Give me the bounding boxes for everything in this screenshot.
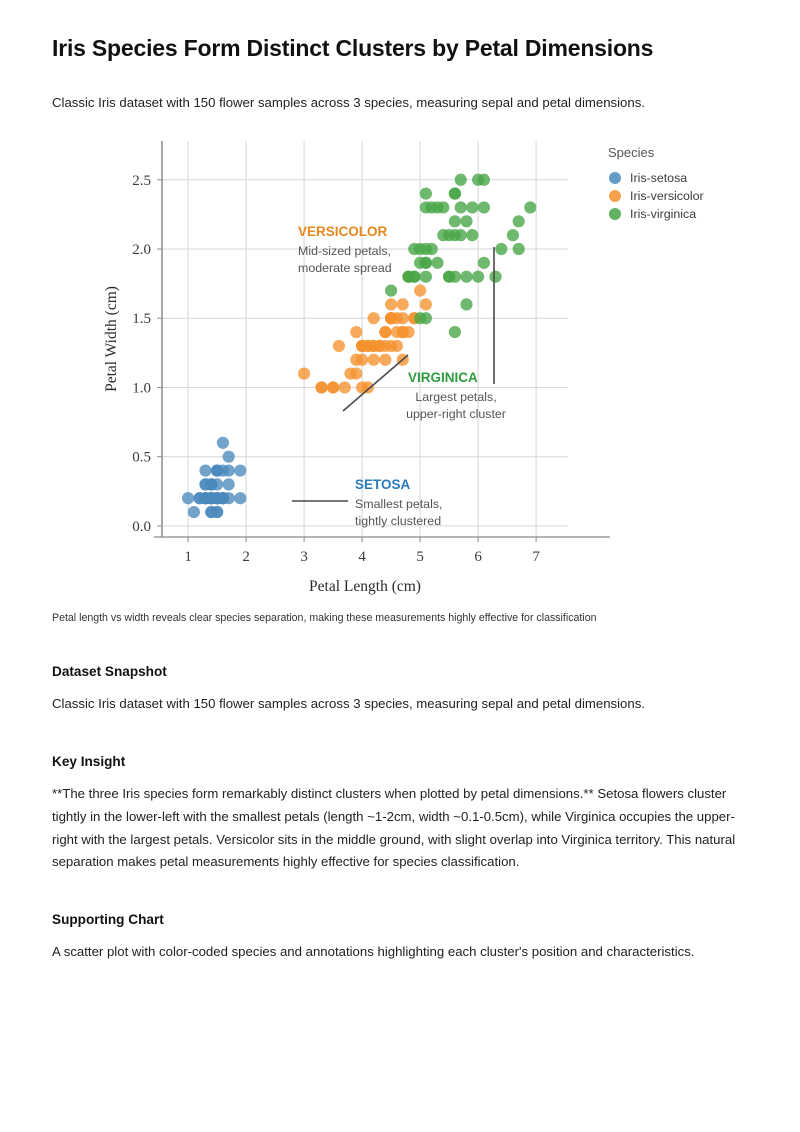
iris-scatter-chart: [52, 129, 748, 609]
legend-swatch: [609, 172, 621, 184]
x-tick-label: 6: [474, 548, 482, 565]
data-point: [373, 339, 385, 351]
data-point: [495, 242, 507, 254]
data-point: [420, 312, 432, 324]
annotation-line: tightly clustered: [355, 513, 442, 528]
annotation-line: upper-right cluster: [406, 406, 506, 421]
data-point: [234, 464, 246, 476]
data-point: [524, 201, 536, 213]
chart-canvas: [52, 129, 748, 609]
legend-swatch: [609, 208, 621, 220]
data-point: [420, 270, 432, 282]
data-point: [513, 242, 525, 254]
data-point: [199, 464, 211, 476]
legend-label: Iris-versicolor: [630, 188, 704, 203]
data-point: [449, 326, 461, 338]
data-point: [466, 229, 478, 241]
annotation-line: moderate spread: [298, 260, 392, 275]
x-tick-label: 5: [416, 548, 424, 565]
x-tick-label: 3: [300, 548, 308, 565]
annotation-line: Largest petals,: [415, 389, 497, 404]
section-body: **The three Iris species form remarkably distinct clusters when plotted by petal dimensions.** Setosa flowers cluster tightly in the lower-left with the smallest petals (length ~1-2cm, width ~0.1-0.5cm), while Virginica occupies the upper-right with the largest petals. Versicolor sits in the middle ground, with slight overlap into Virginica territory. This natural separation makes petal measurements highly effective for species classification.: [52, 786, 736, 870]
x-tick-label: 7: [532, 548, 540, 565]
data-point: [368, 353, 380, 365]
page-subtitle: Classic Iris dataset with 150 flower samples across 3 species, measuring sepal and petal dimensions.: [52, 94, 645, 110]
data-point: [460, 270, 472, 282]
data-point: [391, 326, 403, 338]
data-point: [449, 229, 461, 241]
data-point: [379, 326, 391, 338]
data-point: [414, 284, 426, 296]
data-point: [426, 242, 438, 254]
legend-item-iris-versicolor[interactable]: [609, 189, 704, 203]
annotation-line: Mid-sized petals,: [298, 243, 391, 258]
data-point: [205, 478, 217, 490]
y-tick-label: 0.5: [132, 449, 151, 466]
data-point: [402, 326, 414, 338]
data-point: [443, 270, 455, 282]
data-point: [478, 256, 490, 268]
data-point: [449, 215, 461, 227]
data-point: [408, 242, 420, 254]
data-point: [489, 270, 501, 282]
data-point: [234, 492, 246, 504]
data-point: [205, 492, 217, 504]
data-point: [437, 229, 449, 241]
chart-caption: Petal length vs width reveals clear species separation, making these measurements highly effective for classification: [52, 611, 597, 624]
section-dataset-snapshot: [52, 664, 748, 716]
data-point: [339, 381, 351, 393]
section-key-insight: [52, 754, 748, 874]
data-point: [478, 173, 490, 185]
y-axis-title: Petal Width (cm): [103, 285, 120, 392]
data-point: [397, 298, 409, 310]
data-point: [478, 201, 490, 213]
data-point: [414, 256, 426, 268]
annotation-virginica: [406, 370, 506, 421]
annotation-label: VERSICOLOR: [298, 223, 388, 239]
data-point: [188, 506, 200, 518]
data-point: [472, 270, 484, 282]
x-axis-title: Petal Length (cm): [309, 577, 421, 595]
data-point: [379, 353, 391, 365]
y-tick-label: 1.5: [132, 310, 151, 327]
data-point: [211, 464, 223, 476]
section-title: Supporting Chart: [52, 911, 164, 927]
x-tick-label: 1: [184, 548, 192, 565]
data-point: [333, 339, 345, 351]
data-point: [385, 298, 397, 310]
data-point: [368, 312, 380, 324]
data-point: [356, 353, 368, 365]
series-iris-virginica: [385, 173, 536, 338]
data-point: [460, 215, 472, 227]
y-tick-label: 1.0: [132, 380, 151, 397]
data-point: [327, 381, 339, 393]
legend-item-iris-virginica[interactable]: [609, 207, 696, 221]
data-point: [420, 187, 432, 199]
data-point: [437, 201, 449, 213]
data-point: [385, 284, 397, 296]
data-point: [391, 339, 403, 351]
legend-label: Iris-setosa: [630, 170, 688, 185]
data-point: [507, 229, 519, 241]
data-point: [385, 312, 397, 324]
y-tick-label: 2.0: [132, 241, 151, 258]
series-iris-setosa: [182, 436, 246, 517]
annotation-label: SETOSA: [355, 476, 411, 492]
legend-item-iris-setosa[interactable]: [609, 171, 687, 185]
section-supporting-chart: [52, 912, 748, 964]
data-point: [362, 381, 374, 393]
data-point: [344, 367, 356, 379]
y-tick-label: 2.5: [132, 172, 151, 189]
data-point: [431, 256, 443, 268]
data-point: [397, 312, 409, 324]
legend-label: Iris-virginica: [630, 206, 697, 221]
legend-swatch: [609, 190, 621, 202]
annotation-versicolor: [298, 224, 392, 275]
data-point: [223, 478, 235, 490]
annotation-setosa: [355, 477, 442, 528]
data-point: [449, 187, 461, 199]
data-point: [217, 436, 229, 448]
data-point: [466, 201, 478, 213]
data-point: [350, 326, 362, 338]
annotation-label: VIRGINICA: [408, 369, 478, 385]
section-body: Classic Iris dataset with 150 flower samples across 3 species, measuring sepal and petal dimensions.: [52, 696, 645, 712]
y-tick-label: 0.0: [132, 518, 151, 535]
section-body: A scatter plot with color-coded species and annotations highlighting each cluster's position and characteristics.: [52, 943, 695, 959]
data-point: [513, 215, 525, 227]
x-tick-label: 4: [358, 548, 366, 565]
data-point: [426, 201, 438, 213]
page-title: Iris Species Form Distinct Clusters by Petal Dimensions: [52, 35, 654, 61]
data-point: [455, 173, 467, 185]
legend-title: Species: [608, 144, 655, 160]
chart-annotations: [298, 224, 506, 528]
data-point: [298, 367, 310, 379]
data-point: [315, 381, 327, 393]
section-title: Dataset Snapshot: [52, 664, 167, 680]
data-point: [223, 450, 235, 462]
data-point: [205, 506, 217, 518]
annotation-line: Smallest petals,: [355, 496, 443, 511]
data-point: [460, 298, 472, 310]
chart-legend: [608, 145, 704, 221]
data-point: [402, 270, 414, 282]
x-tick-label: 2: [242, 548, 250, 565]
data-point: [182, 492, 194, 504]
section-title: Key Insight: [52, 754, 126, 770]
data-point: [362, 339, 374, 351]
data-point: [420, 298, 432, 310]
chart-axis-titles: [103, 286, 421, 595]
data-point: [455, 201, 467, 213]
